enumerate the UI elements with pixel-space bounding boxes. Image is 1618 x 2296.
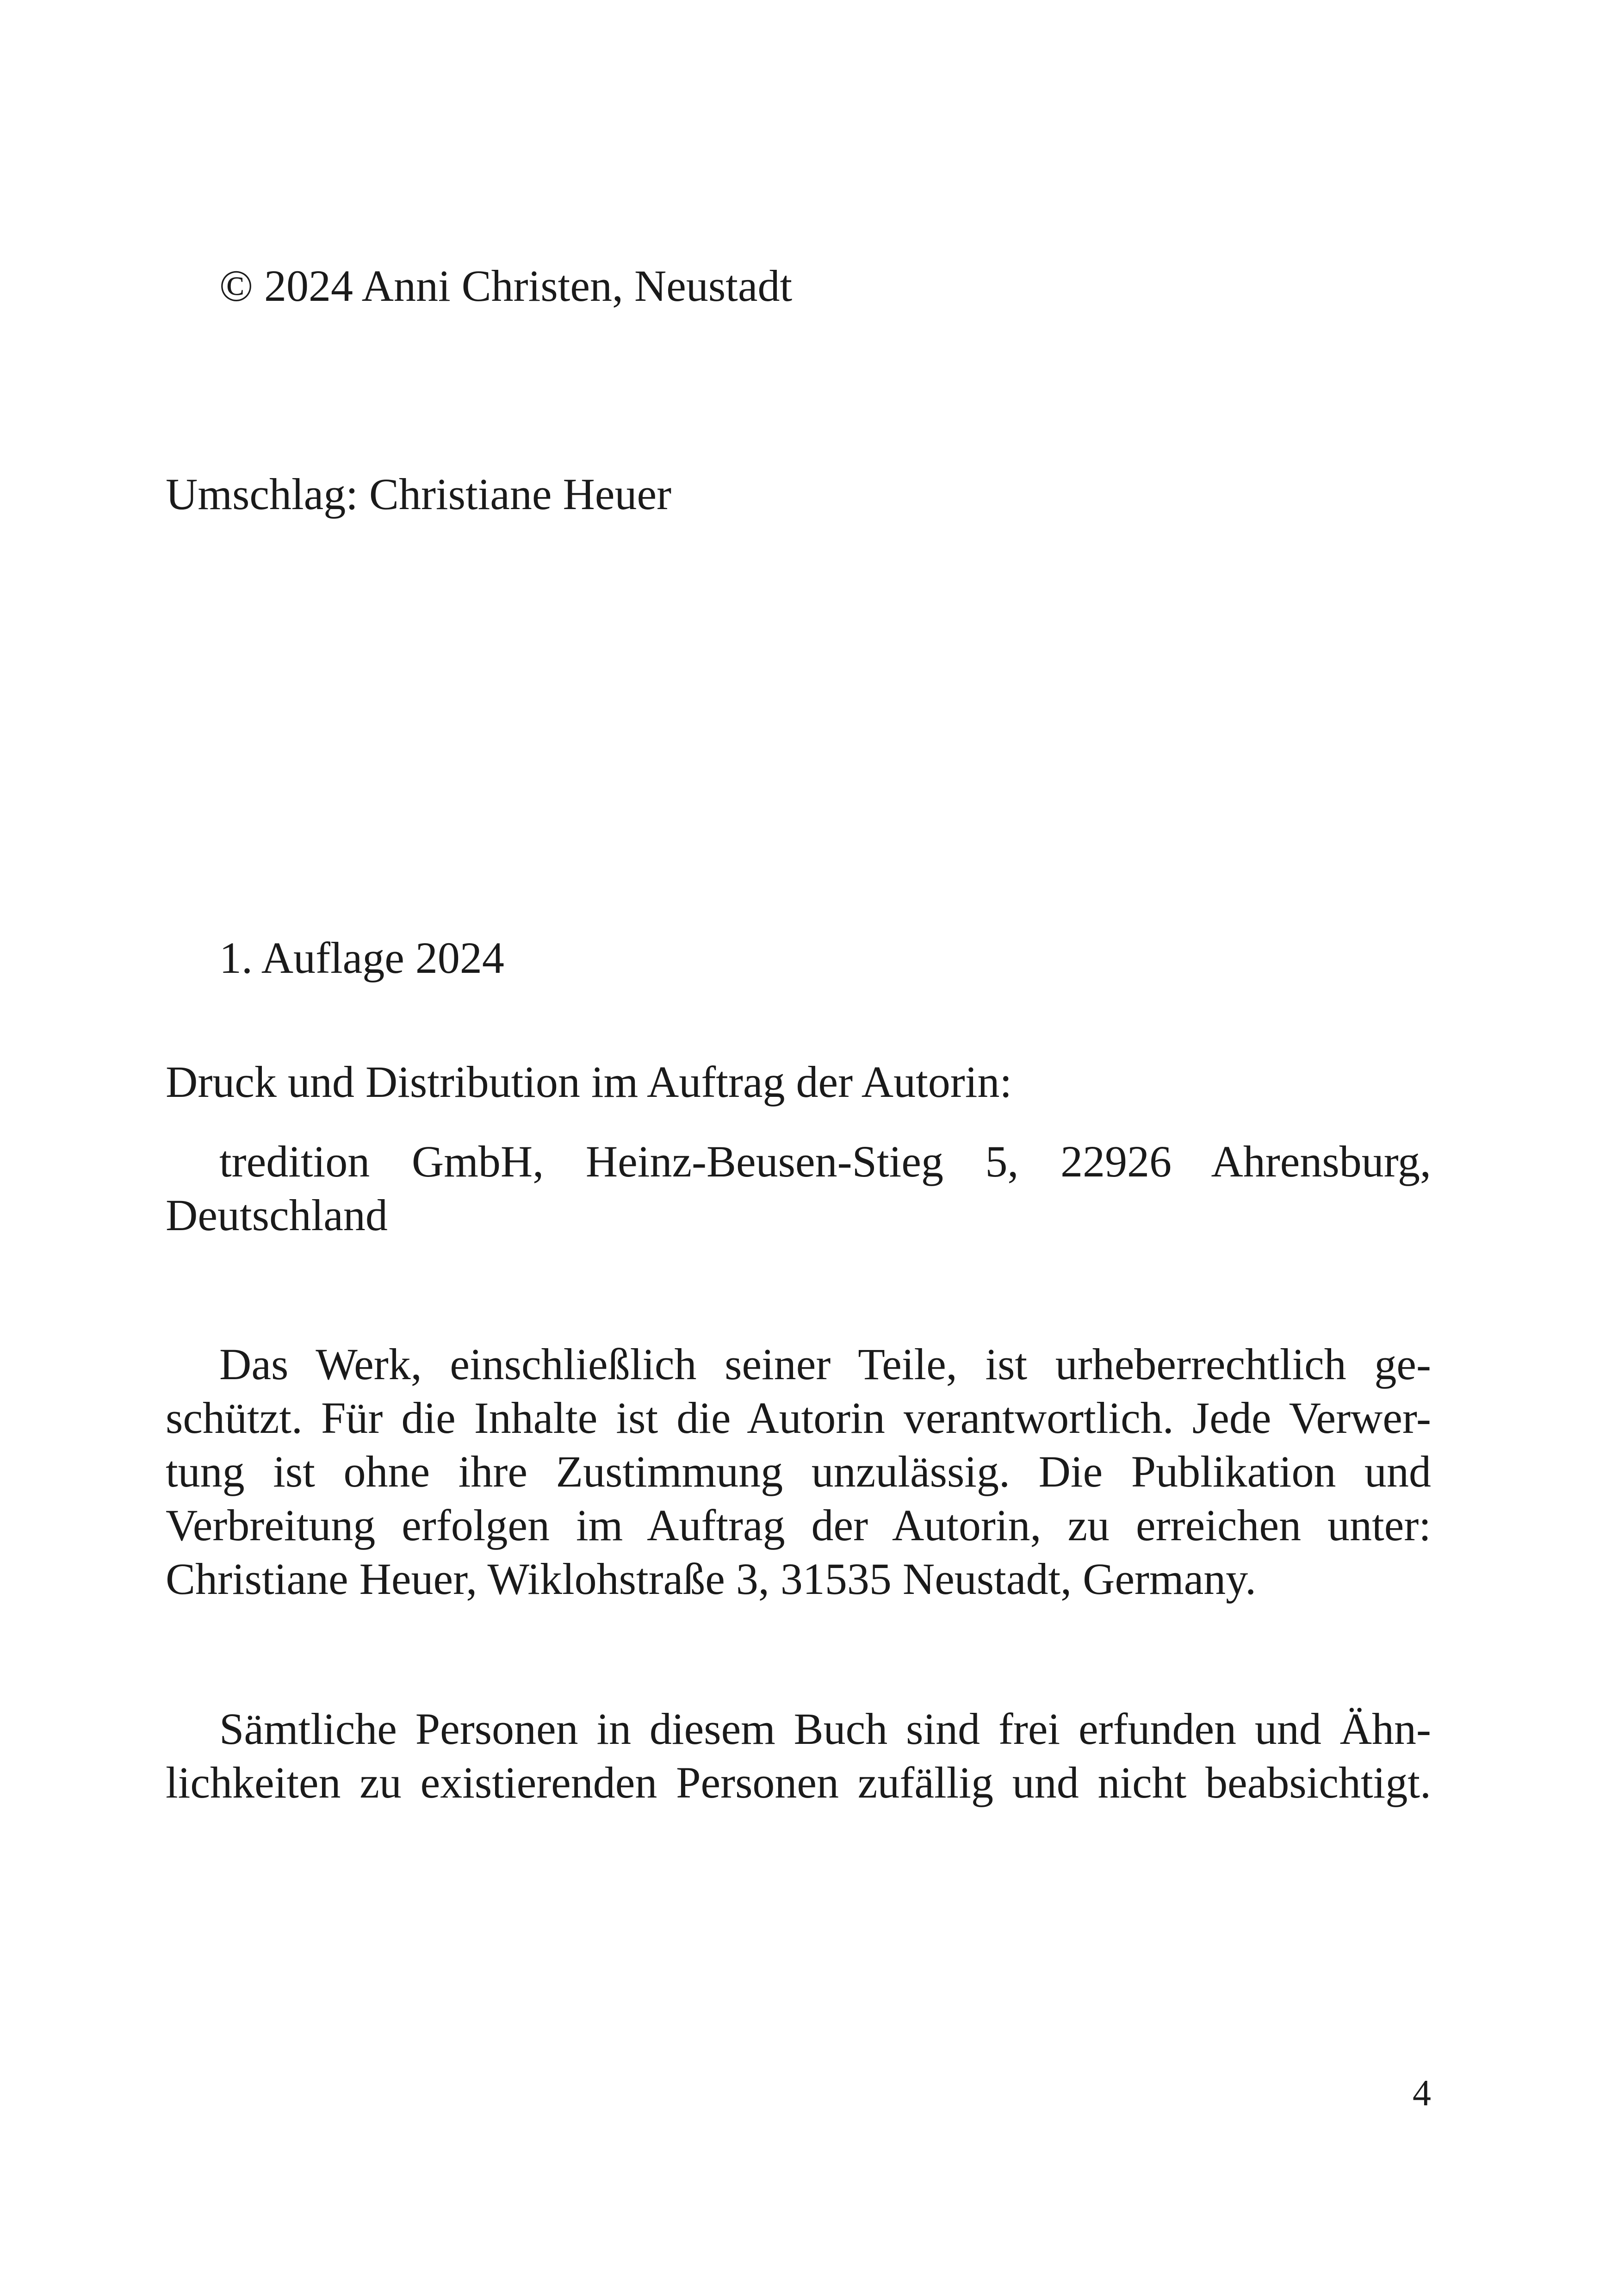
disclaimer-paragraph	[166, 1702, 1431, 1810]
cover-credit: Umschlag: Christiane Heuer	[166, 469, 672, 519]
edition-line: 1. Auflage 2024	[219, 933, 504, 983]
print-distribution-heading: Druck und Distribution im Auftrag der Autorin:	[166, 1057, 1012, 1107]
rights-paragraph	[166, 1338, 1431, 1606]
rights-line: schützt. Für die Inhalte ist die Autorin verantwortlich. Jede Verwer-	[166, 1393, 1431, 1443]
copyright-line: © 2024 Anni Christen, Neustadt	[219, 261, 793, 311]
rights-line: Das Werk, einschließlich seiner Teile, ist urheberrechtlich ge-	[219, 1339, 1431, 1389]
disclaimer-line: Sämtliche Personen in diesem Buch sind frei erfunden und Ähn-	[219, 1704, 1431, 1754]
rights-line: tung ist ohne ihre Zustimmung unzulässig. Die Publikation und	[166, 1447, 1431, 1496]
disclaimer-line: lichkeiten zu existierenden Personen zufällig und nicht beabsichtigt.	[166, 1758, 1431, 1807]
rights-line: Christiane Heuer, Wiklohstraße 3, 31535 Neustadt, Germany.	[166, 1554, 1257, 1604]
publisher-address: tredition GmbH, Heinz-Beusen-Stieg 5, 22926 Ahrensburg, Deutschland	[166, 1137, 1431, 1240]
rights-line: Verbreitung erfolgen im Auftrag der Autorin, zu erreichen unter:	[166, 1500, 1431, 1550]
page-number: 4	[1413, 2073, 1431, 2114]
